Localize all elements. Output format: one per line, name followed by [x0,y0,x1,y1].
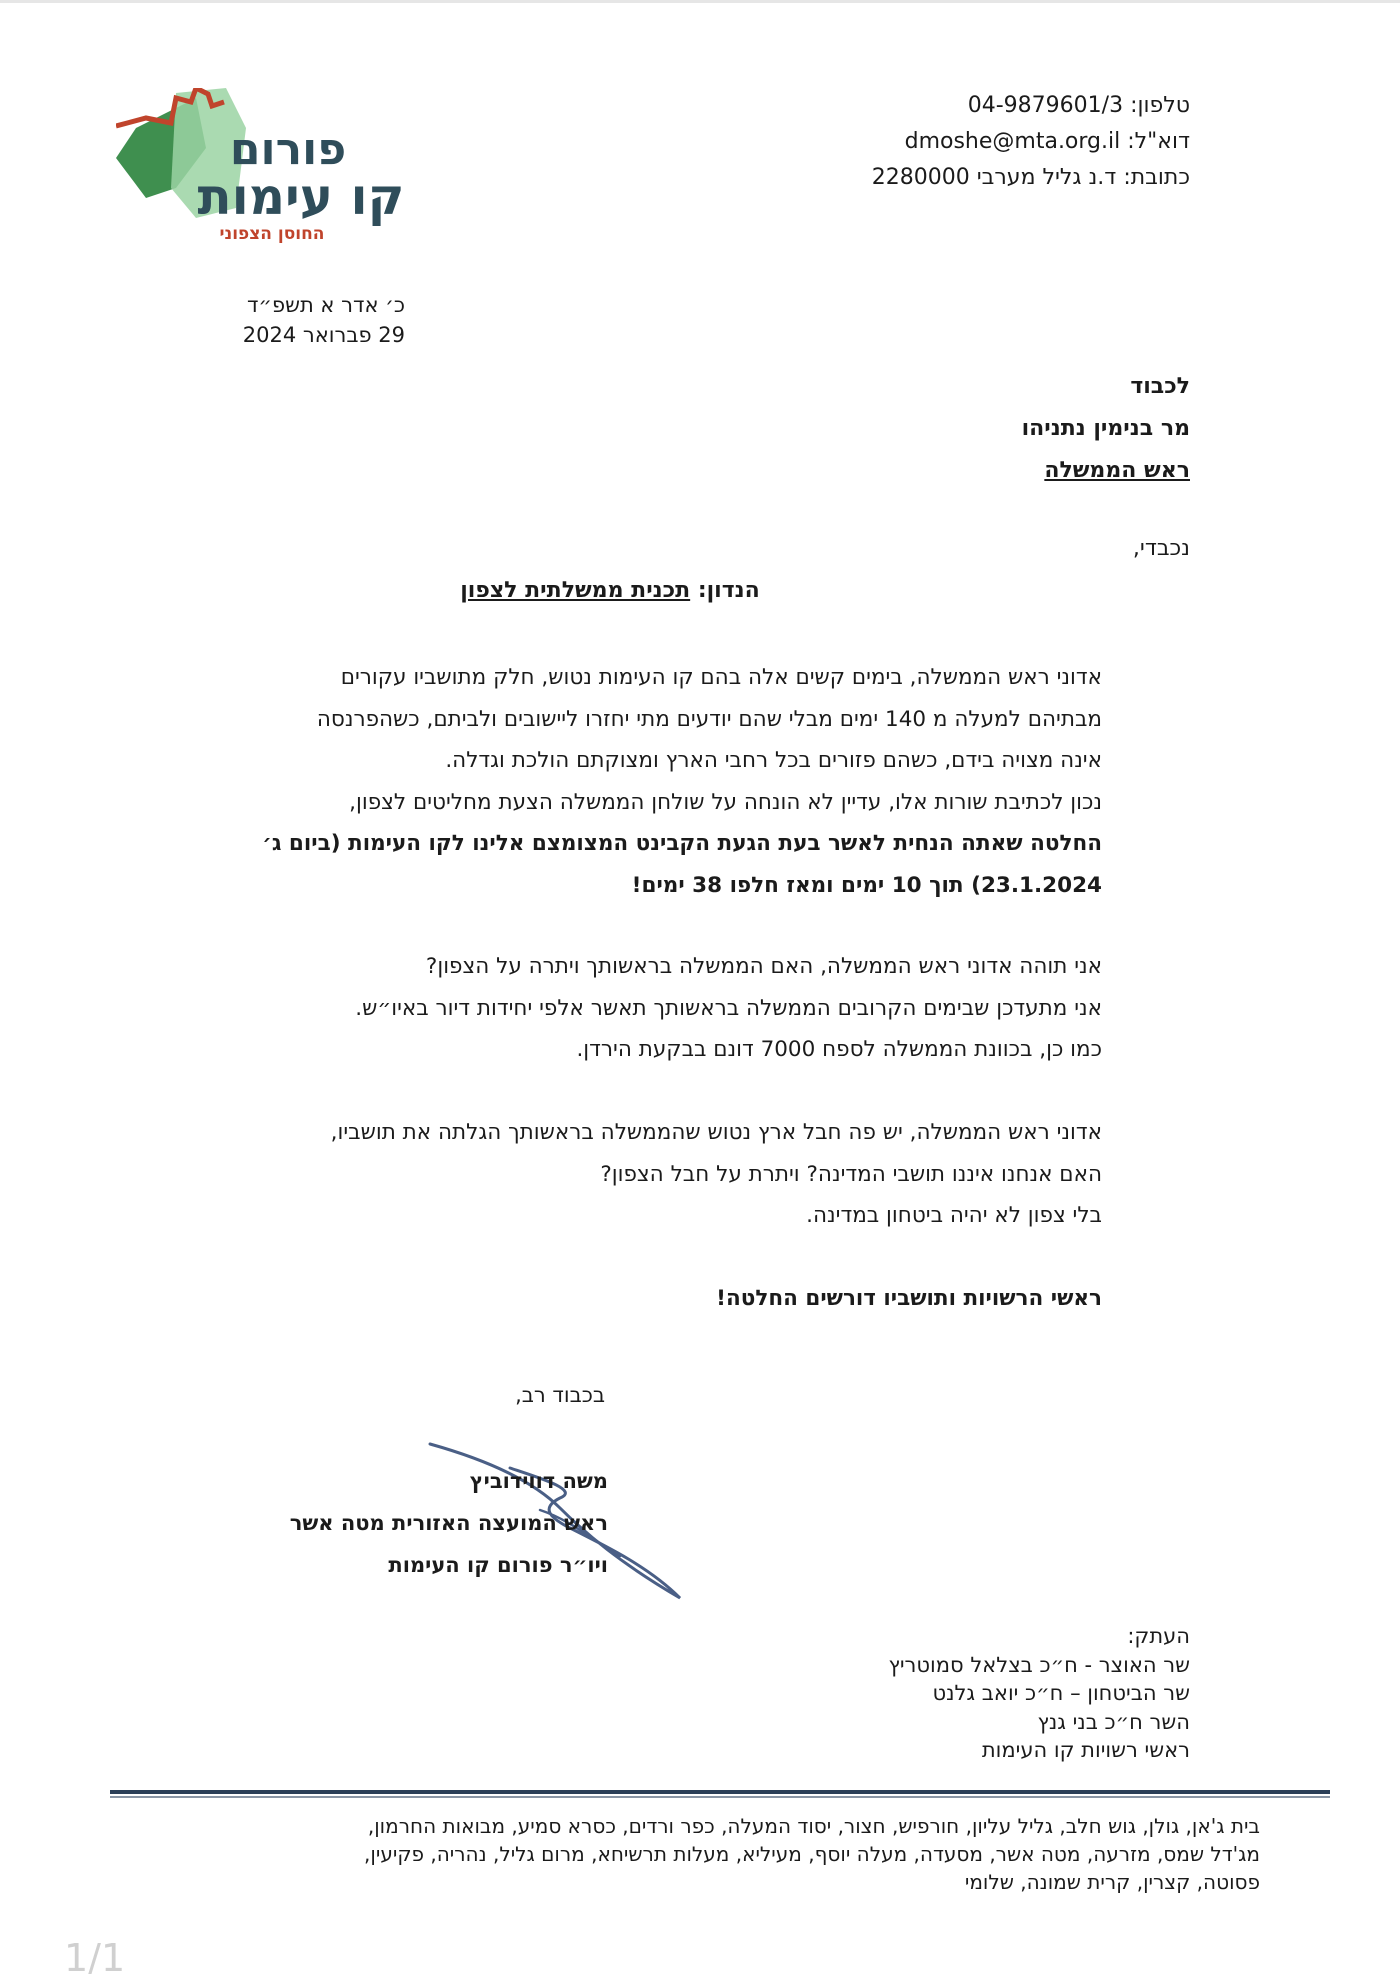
signer-role-2: ויו״ר פורום קו העימות [388,1553,608,1577]
addressee-block [790,366,1190,492]
closing: בכבוד רב, [515,1383,605,1407]
subject-label: הנדון: [697,578,760,603]
hebrew-date: כ׳ אדר א תשפ״ד [246,293,405,317]
page-number: 1/1 [64,1936,126,1974]
body-line-bold: 23.1.2024) תוך 10 ימים ומאז חלפו 38 ימים! [631,872,1102,898]
body-line: כמו כן, בכוונת הממשלה לספח 7000 דונם בבקעת הירדן. [576,1037,1102,1062]
email-label: דוא"ל: [1127,129,1190,154]
body-demand-line: ראשי הרשויות ותושביו דורשים החלטה! [716,1286,1102,1311]
cc-item: שר האוצר - ח״כ בצלאל סמוטריץ [888,1652,1190,1677]
body-line: נכון לכתיבת שורות אלו, עדיין לא הונחה על שולחן הממשלה הצעת מחליטים לצפון, [349,789,1102,815]
body-line: אינה מצויה בידם, כשהם פזורים בכל רחבי הארץ ומצוקתם הולכת וגדלה. [445,748,1102,773]
body-paragraph-1 [202,657,1102,906]
phone-label: טלפון: [1130,93,1190,118]
subject-text: תכנית ממשלתית לצפון [460,578,691,603]
footer-divider-thin [110,1796,1330,1798]
signer-name: משה דווידוביץ [469,1469,608,1493]
phone-value: 04-9879601/3 [967,93,1124,118]
address-label: כתובת: [1123,165,1190,190]
addressee-title: ראש הממשלה [1044,458,1190,483]
footer-line: מג'דל שמס, מזרעה, מטה אשר, מסעדה, מעלה יוסף, מעיליא, מעלות תרשיחא, מרום גליל, נהריה, פקיעין, [364,1842,1260,1866]
body-line: אני תוהה אדוני ראש הממשלה, האם הממשלה בראשותך ויתרה על הצפון? [425,954,1102,979]
body-line-bold: החלטה שאתה הנחית לאשר בעת הגעת הקבינט המצומצם אלינו לקו העימות (ביום ג׳ [262,831,1102,856]
body-line: אדוני ראש הממשלה, בימים קשים אלה בהם קו העימות נטוש, חלק מתושביו עקורים [340,665,1102,690]
footer-divider [110,1790,1330,1794]
contact-block [810,88,1190,196]
logo-title-forum: פורום [229,124,347,175]
body-line: האם אנחנו איננו תושבי המדינה? ויתרת על חבל הצפון? [600,1161,1102,1187]
addressee-name: מר בנימין נתניהו [1021,416,1190,441]
body-line: אני מתעדכן שבימים הקרובים הממשלה בראשותך תאשר אלפי יחידות דיור באיו״ש. [355,995,1102,1021]
body-line: בלי צפון לא יהיה ביטחון במדינה. [806,1203,1102,1228]
subject-line [360,578,860,603]
addressee-to: לכבוד [1130,374,1190,399]
footer-line: בית ג'אן, גולן, גוש חלב, גליל עליון, חורפיש, חצור, יסוד המעלה, כפר ורדים, כסרא סמיע, מבואות החרמון, [367,1814,1260,1838]
body-line: מבתיהם למעלה מ 140 ימים מבלי שהם יודעים מתי יחזרו ליישובים ולביתם, כשהפרנסה [316,706,1102,732]
greeting: נכבדי, [1132,536,1190,561]
phone-line [810,88,1190,124]
logo-title-frontline: קו עימות [197,168,405,226]
cc-item: שר הביטחון – ח״כ יואב גלנט [932,1681,1190,1705]
cc-item: ראשי רשויות קו העימות [981,1738,1190,1762]
email-value[interactable]: dmoshe@mta.org.il [904,129,1121,154]
address-value: ד.נ גליל מערבי 2280000 [871,165,1117,190]
cc-label: העתק: [1127,1624,1190,1648]
cc-list [790,1622,1190,1765]
logo-subtitle: החוסן הצפוני [219,224,325,244]
address-line [810,160,1190,196]
email-line [810,124,1190,160]
footer-localities [130,1812,1260,1896]
signer-role-1: ראש המועצה האזורית מטה אשר [289,1511,608,1535]
signer-block [250,1460,608,1586]
body-paragraph-3 [202,1112,1102,1237]
body-paragraph-2 [202,946,1102,1071]
page-top-border [0,0,1400,3]
body-line: אדוני ראש הממשלה, יש פה חבל ארץ נטוש שהממשלה בראשותך הגלתה את תושביו, [330,1120,1102,1145]
letter-dates [230,290,405,350]
gregorian-date: 29 פברואר 2024 [242,323,405,347]
cc-item: השר ח״כ בני גנץ [1037,1709,1190,1734]
footer-line: פסוטה, קצרין, קרית שמונה, שלומי [964,1870,1260,1894]
